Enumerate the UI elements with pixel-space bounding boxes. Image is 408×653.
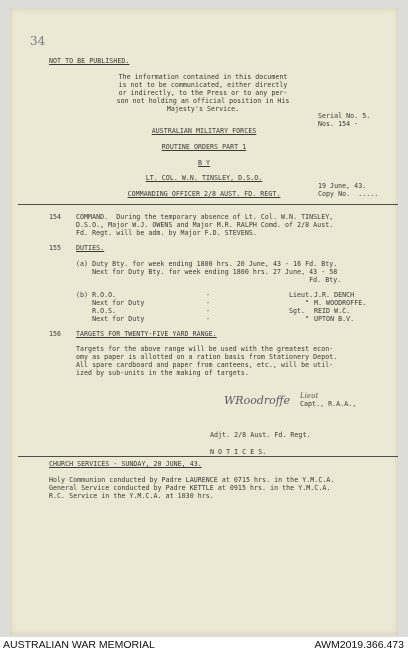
- officer-name: LT. COL. W.N. TINSLEY, D.S.O.: [145, 174, 263, 182]
- roster-dash: -: [206, 291, 211, 299]
- duty-line: Fd. Bty.: [76, 276, 342, 284]
- signature-rank: Capt., R.A.A.,: [300, 400, 357, 408]
- notice-line: The information contained in this document: [118, 73, 288, 81]
- copy-number: Copy No. .....: [318, 190, 379, 198]
- item-156-line: omy as paper is allotted on a ration basis from Stationery Depot.: [76, 353, 338, 361]
- notice-line: son not holding an official position in His: [116, 97, 290, 105]
- restriction-heading: NOT TO BE PUBLISHED.: [49, 57, 130, 65]
- notice-line: Holy Communion conducted by Padre LAURENCE at 0715 hrs. in the Y.M.C.A.: [49, 476, 335, 484]
- roster-dash: -: [206, 299, 211, 307]
- roster-name: M. WOODROFFE.: [314, 299, 367, 307]
- roster-role: (b) R.O.O.: [76, 291, 117, 299]
- order-date: 19 June, 43.: [318, 182, 367, 190]
- item-number: 156: [49, 330, 62, 338]
- notices-title: N O T I C E S.: [210, 448, 267, 456]
- serial-number: Serial No. 5.: [318, 112, 371, 120]
- handwritten-signature: WRoodroffe: [224, 394, 291, 407]
- item-number: 155: [49, 244, 62, 252]
- item-156-title: TARGETS FOR TWENTY-FIVE YARD RANGE.: [76, 330, 217, 338]
- signature-position: Adjt. 2/8 Aust. Fd. Regt.: [210, 431, 311, 439]
- footer-accession: AWM2019.366.473: [314, 639, 404, 651]
- header-divider: [18, 204, 398, 205]
- roster-name: REID W.C.: [314, 307, 351, 315]
- notice-line: or indirectly, to the Press or to any per-: [118, 89, 288, 97]
- roster-rank: Lieut.: [289, 291, 314, 299]
- notice-line: is not to be communicated, either directly: [118, 81, 288, 89]
- handwritten-rank: Lieut: [300, 392, 319, 400]
- item-156-line: All spare cardboard and paper from canteens, etc., will be util-: [76, 361, 334, 369]
- roster-name: UPTON B.V.: [314, 315, 355, 323]
- roster-name: J.R. DENCH: [314, 291, 355, 299]
- item-156-line: Targets for the above range will be used with the greatest econ-: [76, 345, 334, 353]
- notice-line: Majesty's Service.: [166, 105, 240, 113]
- roster-role: R.O.S.: [76, 307, 117, 315]
- roster-role: Next for Duty: [76, 299, 145, 307]
- force-title: AUSTRALIAN MILITARY FORCES: [151, 127, 257, 135]
- notice-line: R.C. Service in the Y.M.C.A. at 1030 hrs.: [49, 492, 214, 500]
- roster-rank: ": [289, 315, 310, 323]
- by-line: B Y: [197, 159, 211, 167]
- notices-divider: [18, 456, 398, 457]
- footer-institution: AUSTRALIAN WAR MEMORIAL: [3, 639, 155, 651]
- item-155-title: DUTIES.: [76, 244, 105, 252]
- duty-line: Next for Duty Bty. for week ending 1800 hrs. 27 June, 43 - 58: [76, 268, 338, 276]
- roster-rank: Sgt.: [289, 307, 306, 315]
- footer: [0, 637, 408, 653]
- duty-line: (a) Duty Bty. for week ending 1800 hrs. 20 June, 43 - 16 Fd. Bty.: [76, 260, 338, 268]
- order-numbers: Nos. 154 -: [318, 120, 359, 128]
- roster-role: Next for Duty: [76, 315, 145, 323]
- notice-line: General Service conducted by Padre KETTLE at 0915 hrs. in the Y.M.C.A.: [49, 484, 331, 492]
- command-line: COMMANDING OFFICER 2/8 AUST. FD. REGT.: [127, 190, 281, 198]
- item-156-line: ized by sub-units in the making of targets.: [76, 369, 249, 377]
- orders-title: ROUTINE ORDERS PART 1: [161, 143, 247, 151]
- roster-dash: -: [206, 315, 211, 323]
- roster-dash: -: [206, 307, 211, 315]
- margin-mark: 34: [30, 34, 46, 48]
- item-154-line: COMMAND. During the temporary absence of Lt. Col. W.N. TINSLEY,: [76, 213, 334, 221]
- church-services-heading: CHURCH SERVICES - SUNDAY, 20 JUNE, 43.: [49, 460, 202, 468]
- roster-rank: ": [289, 299, 310, 307]
- item-154-line: Fd. Regt. will be adm. by Major F.D. STEVENS.: [76, 229, 257, 237]
- item-number: 154: [49, 213, 62, 221]
- item-154-line: D.S.O., Major W.J. OWENS and Major M.R. RALPH Comd. of 2/8 Aust.: [76, 221, 334, 229]
